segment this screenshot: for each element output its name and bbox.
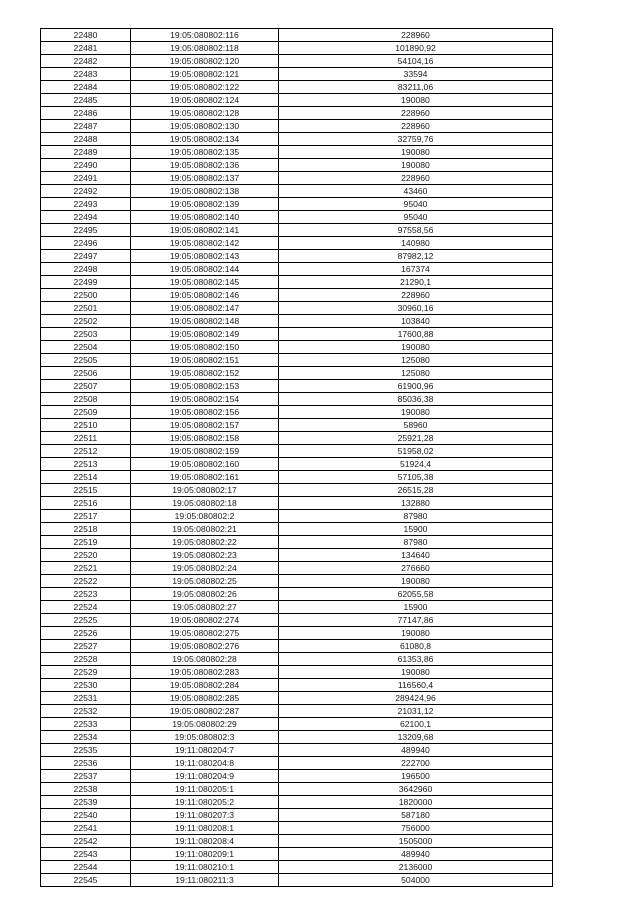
row-number-cell: 22517: [41, 510, 131, 523]
value-cell: 43460: [279, 185, 553, 198]
row-number-cell: 22481: [41, 42, 131, 55]
row-number-cell: 22544: [41, 861, 131, 874]
value-cell: 13209,68: [279, 731, 553, 744]
cadastral-number-cell: 19:11:080208:4: [131, 835, 279, 848]
value-cell: 132880: [279, 497, 553, 510]
table-row: [41, 224, 553, 237]
row-number-cell: 22491: [41, 172, 131, 185]
value-cell: 33594: [279, 68, 553, 81]
row-number-cell: 22501: [41, 302, 131, 315]
table-row: [41, 549, 553, 562]
value-cell: 167374: [279, 263, 553, 276]
row-number-cell: 22520: [41, 549, 131, 562]
value-cell: 95040: [279, 211, 553, 224]
table-row: [41, 822, 553, 835]
cadastral-number-cell: 19:05:080802:118: [131, 42, 279, 55]
cadastral-number-cell: 19:05:080802:141: [131, 224, 279, 237]
row-number-cell: 22515: [41, 484, 131, 497]
value-cell: 51924,4: [279, 458, 553, 471]
value-cell: 228960: [279, 120, 553, 133]
row-number-cell: 22513: [41, 458, 131, 471]
cadastral-number-cell: 19:11:080205:2: [131, 796, 279, 809]
row-number-cell: 22486: [41, 107, 131, 120]
cadastral-number-cell: 19:05:080802:153: [131, 380, 279, 393]
row-number-cell: 22529: [41, 666, 131, 679]
value-cell: 125080: [279, 354, 553, 367]
table-row: [41, 627, 553, 640]
cadastral-number-cell: 19:05:080802:161: [131, 471, 279, 484]
table-row: [41, 120, 553, 133]
value-cell: 125080: [279, 367, 553, 380]
table-row: [41, 211, 553, 224]
cadastral-number-cell: 19:05:080802:283: [131, 666, 279, 679]
cadastral-number-cell: 19:11:080204:7: [131, 744, 279, 757]
row-number-cell: 22498: [41, 263, 131, 276]
cadastral-number-cell: 19:05:080802:128: [131, 107, 279, 120]
row-number-cell: 22536: [41, 757, 131, 770]
value-cell: 140980: [279, 237, 553, 250]
cadastral-number-cell: 19:05:080802:17: [131, 484, 279, 497]
table-row: [41, 159, 553, 172]
cadastral-number-cell: 19:05:080802:150: [131, 341, 279, 354]
cadastral-number-cell: 19:05:080802:120: [131, 55, 279, 68]
value-cell: 54104,16: [279, 55, 553, 68]
value-cell: 228960: [279, 289, 553, 302]
table-row: [41, 614, 553, 627]
table-row: [41, 848, 553, 861]
table-row: [41, 510, 553, 523]
cadastral-number-cell: 19:05:080802:144: [131, 263, 279, 276]
row-number-cell: 22495: [41, 224, 131, 237]
cadastral-number-cell: 19:05:080802:134: [131, 133, 279, 146]
cadastral-number-cell: 19:05:080802:152: [131, 367, 279, 380]
row-number-cell: 22504: [41, 341, 131, 354]
row-number-cell: 22518: [41, 523, 131, 536]
cadastral-number-cell: 19:05:080802:138: [131, 185, 279, 198]
table-row: [41, 302, 553, 315]
value-cell: 504000: [279, 874, 553, 887]
row-number-cell: 22502: [41, 315, 131, 328]
value-cell: 87980: [279, 536, 553, 549]
value-cell: 190080: [279, 341, 553, 354]
table-row: [41, 536, 553, 549]
table-row: [41, 406, 553, 419]
value-cell: 756000: [279, 822, 553, 835]
value-cell: 190080: [279, 627, 553, 640]
value-cell: 190080: [279, 94, 553, 107]
table-row: [41, 575, 553, 588]
row-number-cell: 22480: [41, 29, 131, 42]
cadastral-number-cell: 19:05:080802:25: [131, 575, 279, 588]
value-cell: 97558,56: [279, 224, 553, 237]
cadastral-number-cell: 19:11:080204:9: [131, 770, 279, 783]
cadastral-number-cell: 19:05:080802:122: [131, 81, 279, 94]
table-row: [41, 419, 553, 432]
row-number-cell: 22527: [41, 640, 131, 653]
value-cell: 101890,92: [279, 42, 553, 55]
row-number-cell: 22506: [41, 367, 131, 380]
value-cell: 190080: [279, 666, 553, 679]
row-number-cell: 22488: [41, 133, 131, 146]
row-number-cell: 22510: [41, 419, 131, 432]
cadastral-number-cell: 19:05:080802:285: [131, 692, 279, 705]
row-number-cell: 22487: [41, 120, 131, 133]
cadastral-number-cell: 19:11:080205:1: [131, 783, 279, 796]
table-row: [41, 341, 553, 354]
value-cell: 1505000: [279, 835, 553, 848]
row-number-cell: 22496: [41, 237, 131, 250]
cadastral-number-cell: 19:05:080802:146: [131, 289, 279, 302]
row-number-cell: 22543: [41, 848, 131, 861]
value-cell: 77147,86: [279, 614, 553, 627]
table-row: [41, 276, 553, 289]
table-row: [41, 250, 553, 263]
cadastral-number-cell: 19:05:080802:22: [131, 536, 279, 549]
cadastral-number-cell: 19:05:080802:142: [131, 237, 279, 250]
table-row: [41, 172, 553, 185]
value-cell: 51958,02: [279, 445, 553, 458]
row-number-cell: 22497: [41, 250, 131, 263]
value-cell: 61080,8: [279, 640, 553, 653]
value-cell: 228960: [279, 172, 553, 185]
value-cell: 289424,96: [279, 692, 553, 705]
table-row: [41, 81, 553, 94]
cadastral-number-cell: 19:05:080802:2: [131, 510, 279, 523]
table-row: [41, 796, 553, 809]
value-cell: 587180: [279, 809, 553, 822]
value-cell: 190080: [279, 575, 553, 588]
table-row: [41, 588, 553, 601]
row-number-cell: 22540: [41, 809, 131, 822]
table-row: [41, 185, 553, 198]
row-number-cell: 22526: [41, 627, 131, 640]
row-number-cell: 22490: [41, 159, 131, 172]
value-cell: 17600,88: [279, 328, 553, 341]
row-number-cell: 22525: [41, 614, 131, 627]
value-cell: 228960: [279, 29, 553, 42]
cadastral-number-cell: 19:11:080211:3: [131, 874, 279, 887]
table-row: [41, 107, 553, 120]
value-cell: 58960: [279, 419, 553, 432]
cadastral-number-cell: 19:05:080802:116: [131, 29, 279, 42]
cadastral-number-cell: 19:05:080802:287: [131, 705, 279, 718]
value-cell: 489940: [279, 744, 553, 757]
cadastral-number-cell: 19:05:080802:159: [131, 445, 279, 458]
cadastral-number-cell: 19:05:080802:160: [131, 458, 279, 471]
table-row: [41, 68, 553, 81]
row-number-cell: 22485: [41, 94, 131, 107]
value-cell: 103840: [279, 315, 553, 328]
value-cell: 57105,38: [279, 471, 553, 484]
table-row: [41, 874, 553, 887]
table-row: [41, 380, 553, 393]
row-number-cell: 22492: [41, 185, 131, 198]
cadastral-number-cell: 19:05:080802:154: [131, 393, 279, 406]
cadastral-number-cell: 19:05:080802:284: [131, 679, 279, 692]
cadastral-number-cell: 19:05:080802:276: [131, 640, 279, 653]
table-row: [41, 861, 553, 874]
table-row: [41, 783, 553, 796]
cadastral-number-cell: 19:05:080802:149: [131, 328, 279, 341]
table-row: [41, 471, 553, 484]
table-row: [41, 432, 553, 445]
row-number-cell: 22535: [41, 744, 131, 757]
value-cell: 190080: [279, 159, 553, 172]
cadastral-number-cell: 19:05:080802:157: [131, 419, 279, 432]
cadastral-number-cell: 19:05:080802:151: [131, 354, 279, 367]
table-row: [41, 55, 553, 68]
table-row: [41, 523, 553, 536]
value-cell: 83211,06: [279, 81, 553, 94]
row-number-cell: 22493: [41, 198, 131, 211]
row-number-cell: 22523: [41, 588, 131, 601]
cadastral-number-cell: 19:05:080802:29: [131, 718, 279, 731]
cadastral-number-cell: 19:05:080802:27: [131, 601, 279, 614]
table-row: [41, 198, 553, 211]
value-cell: 61900,96: [279, 380, 553, 393]
table-row: [41, 744, 553, 757]
table-row: [41, 705, 553, 718]
row-number-cell: 22484: [41, 81, 131, 94]
table-row: [41, 770, 553, 783]
row-number-cell: 22489: [41, 146, 131, 159]
cadastral-number-cell: 19:05:080802:139: [131, 198, 279, 211]
row-number-cell: 22500: [41, 289, 131, 302]
row-number-cell: 22534: [41, 731, 131, 744]
cadastral-number-cell: 19:05:080802:21: [131, 523, 279, 536]
table-row: [41, 445, 553, 458]
row-number-cell: 22539: [41, 796, 131, 809]
cadastral-number-cell: 19:05:080802:135: [131, 146, 279, 159]
table-row: [41, 679, 553, 692]
table-row: [41, 367, 553, 380]
table-row: [41, 835, 553, 848]
row-number-cell: 22482: [41, 55, 131, 68]
value-cell: 62055,58: [279, 588, 553, 601]
value-cell: 489940: [279, 848, 553, 861]
value-cell: 196500: [279, 770, 553, 783]
row-number-cell: 22516: [41, 497, 131, 510]
value-cell: 30960,16: [279, 302, 553, 315]
cadastral-number-cell: 19:11:080210:1: [131, 861, 279, 874]
table-row: [41, 692, 553, 705]
cadastral-number-cell: 19:05:080802:18: [131, 497, 279, 510]
cadastral-number-cell: 19:05:080802:26: [131, 588, 279, 601]
value-cell: 87982,12: [279, 250, 553, 263]
value-cell: 190080: [279, 146, 553, 159]
table-row: [41, 328, 553, 341]
value-cell: 190080: [279, 406, 553, 419]
cadastral-number-cell: 19:05:080802:28: [131, 653, 279, 666]
document-page: [40, 28, 552, 887]
value-cell: 85036,38: [279, 393, 553, 406]
value-cell: 15900: [279, 601, 553, 614]
value-cell: 116560,4: [279, 679, 553, 692]
cadastral-number-cell: 19:11:080208:1: [131, 822, 279, 835]
row-number-cell: 22508: [41, 393, 131, 406]
cadastral-number-cell: 19:05:080802:136: [131, 159, 279, 172]
cadastral-number-cell: 19:05:080802:275: [131, 627, 279, 640]
cadastral-number-cell: 19:11:080204:8: [131, 757, 279, 770]
table-row: [41, 354, 553, 367]
value-cell: 95040: [279, 198, 553, 211]
cadastral-number-cell: 19:05:080802:274: [131, 614, 279, 627]
value-cell: 61353,86: [279, 653, 553, 666]
table-row: [41, 666, 553, 679]
row-number-cell: 22532: [41, 705, 131, 718]
row-number-cell: 22511: [41, 432, 131, 445]
table-row: [41, 289, 553, 302]
cadastral-number-cell: 19:05:080802:121: [131, 68, 279, 81]
cadastral-number-cell: 19:05:080802:24: [131, 562, 279, 575]
value-cell: 222700: [279, 757, 553, 770]
cadastral-number-cell: 19:05:080802:137: [131, 172, 279, 185]
cadastral-number-cell: 19:05:080802:148: [131, 315, 279, 328]
table-row: [41, 133, 553, 146]
table-row: [41, 809, 553, 822]
table-row: [41, 484, 553, 497]
table-row: [41, 497, 553, 510]
cadastral-number-cell: 19:11:080207:3: [131, 809, 279, 822]
value-cell: 26515,28: [279, 484, 553, 497]
row-number-cell: 22494: [41, 211, 131, 224]
value-cell: 1820000: [279, 796, 553, 809]
cadastral-number-cell: 19:05:080802:145: [131, 276, 279, 289]
cadastral-number-cell: 19:05:080802:156: [131, 406, 279, 419]
table-row: [41, 757, 553, 770]
table-row: [41, 640, 553, 653]
row-number-cell: 22519: [41, 536, 131, 549]
row-number-cell: 22542: [41, 835, 131, 848]
row-number-cell: 22522: [41, 575, 131, 588]
cadastral-number-cell: 19:05:080802:140: [131, 211, 279, 224]
value-cell: 25921,28: [279, 432, 553, 445]
value-cell: 134640: [279, 549, 553, 562]
value-cell: 87980: [279, 510, 553, 523]
table-body: [41, 29, 553, 887]
cadastral-number-cell: 19:05:080802:130: [131, 120, 279, 133]
table-row: [41, 562, 553, 575]
row-number-cell: 22537: [41, 770, 131, 783]
row-number-cell: 22538: [41, 783, 131, 796]
row-number-cell: 22503: [41, 328, 131, 341]
row-number-cell: 22533: [41, 718, 131, 731]
row-number-cell: 22541: [41, 822, 131, 835]
row-number-cell: 22524: [41, 601, 131, 614]
value-cell: 32759,76: [279, 133, 553, 146]
row-number-cell: 22512: [41, 445, 131, 458]
value-cell: 21031,12: [279, 705, 553, 718]
table-row: [41, 731, 553, 744]
table-row: [41, 393, 553, 406]
value-cell: 276660: [279, 562, 553, 575]
row-number-cell: 22507: [41, 380, 131, 393]
value-cell: 21290,1: [279, 276, 553, 289]
table-row: [41, 42, 553, 55]
cadastral-value-table: [40, 28, 553, 887]
value-cell: 15900: [279, 523, 553, 536]
table-row: [41, 146, 553, 159]
cadastral-number-cell: 19:11:080209:1: [131, 848, 279, 861]
row-number-cell: 22509: [41, 406, 131, 419]
value-cell: 2136000: [279, 861, 553, 874]
table-row: [41, 601, 553, 614]
value-cell: 228960: [279, 107, 553, 120]
row-number-cell: 22514: [41, 471, 131, 484]
table-row: [41, 315, 553, 328]
row-number-cell: 22545: [41, 874, 131, 887]
table-row: [41, 94, 553, 107]
cadastral-number-cell: 19:05:080802:23: [131, 549, 279, 562]
cadastral-number-cell: 19:05:080802:3: [131, 731, 279, 744]
row-number-cell: 22521: [41, 562, 131, 575]
row-number-cell: 22531: [41, 692, 131, 705]
row-number-cell: 22483: [41, 68, 131, 81]
row-number-cell: 22499: [41, 276, 131, 289]
table-row: [41, 718, 553, 731]
cadastral-number-cell: 19:05:080802:124: [131, 94, 279, 107]
row-number-cell: 22505: [41, 354, 131, 367]
cadastral-number-cell: 19:05:080802:143: [131, 250, 279, 263]
row-number-cell: 22530: [41, 679, 131, 692]
value-cell: 62100,1: [279, 718, 553, 731]
table-row: [41, 263, 553, 276]
table-row: [41, 458, 553, 471]
table-row: [41, 237, 553, 250]
table-row: [41, 653, 553, 666]
row-number-cell: 22528: [41, 653, 131, 666]
cadastral-number-cell: 19:05:080802:158: [131, 432, 279, 445]
table-row: [41, 29, 553, 42]
cadastral-number-cell: 19:05:080802:147: [131, 302, 279, 315]
value-cell: 3642960: [279, 783, 553, 796]
